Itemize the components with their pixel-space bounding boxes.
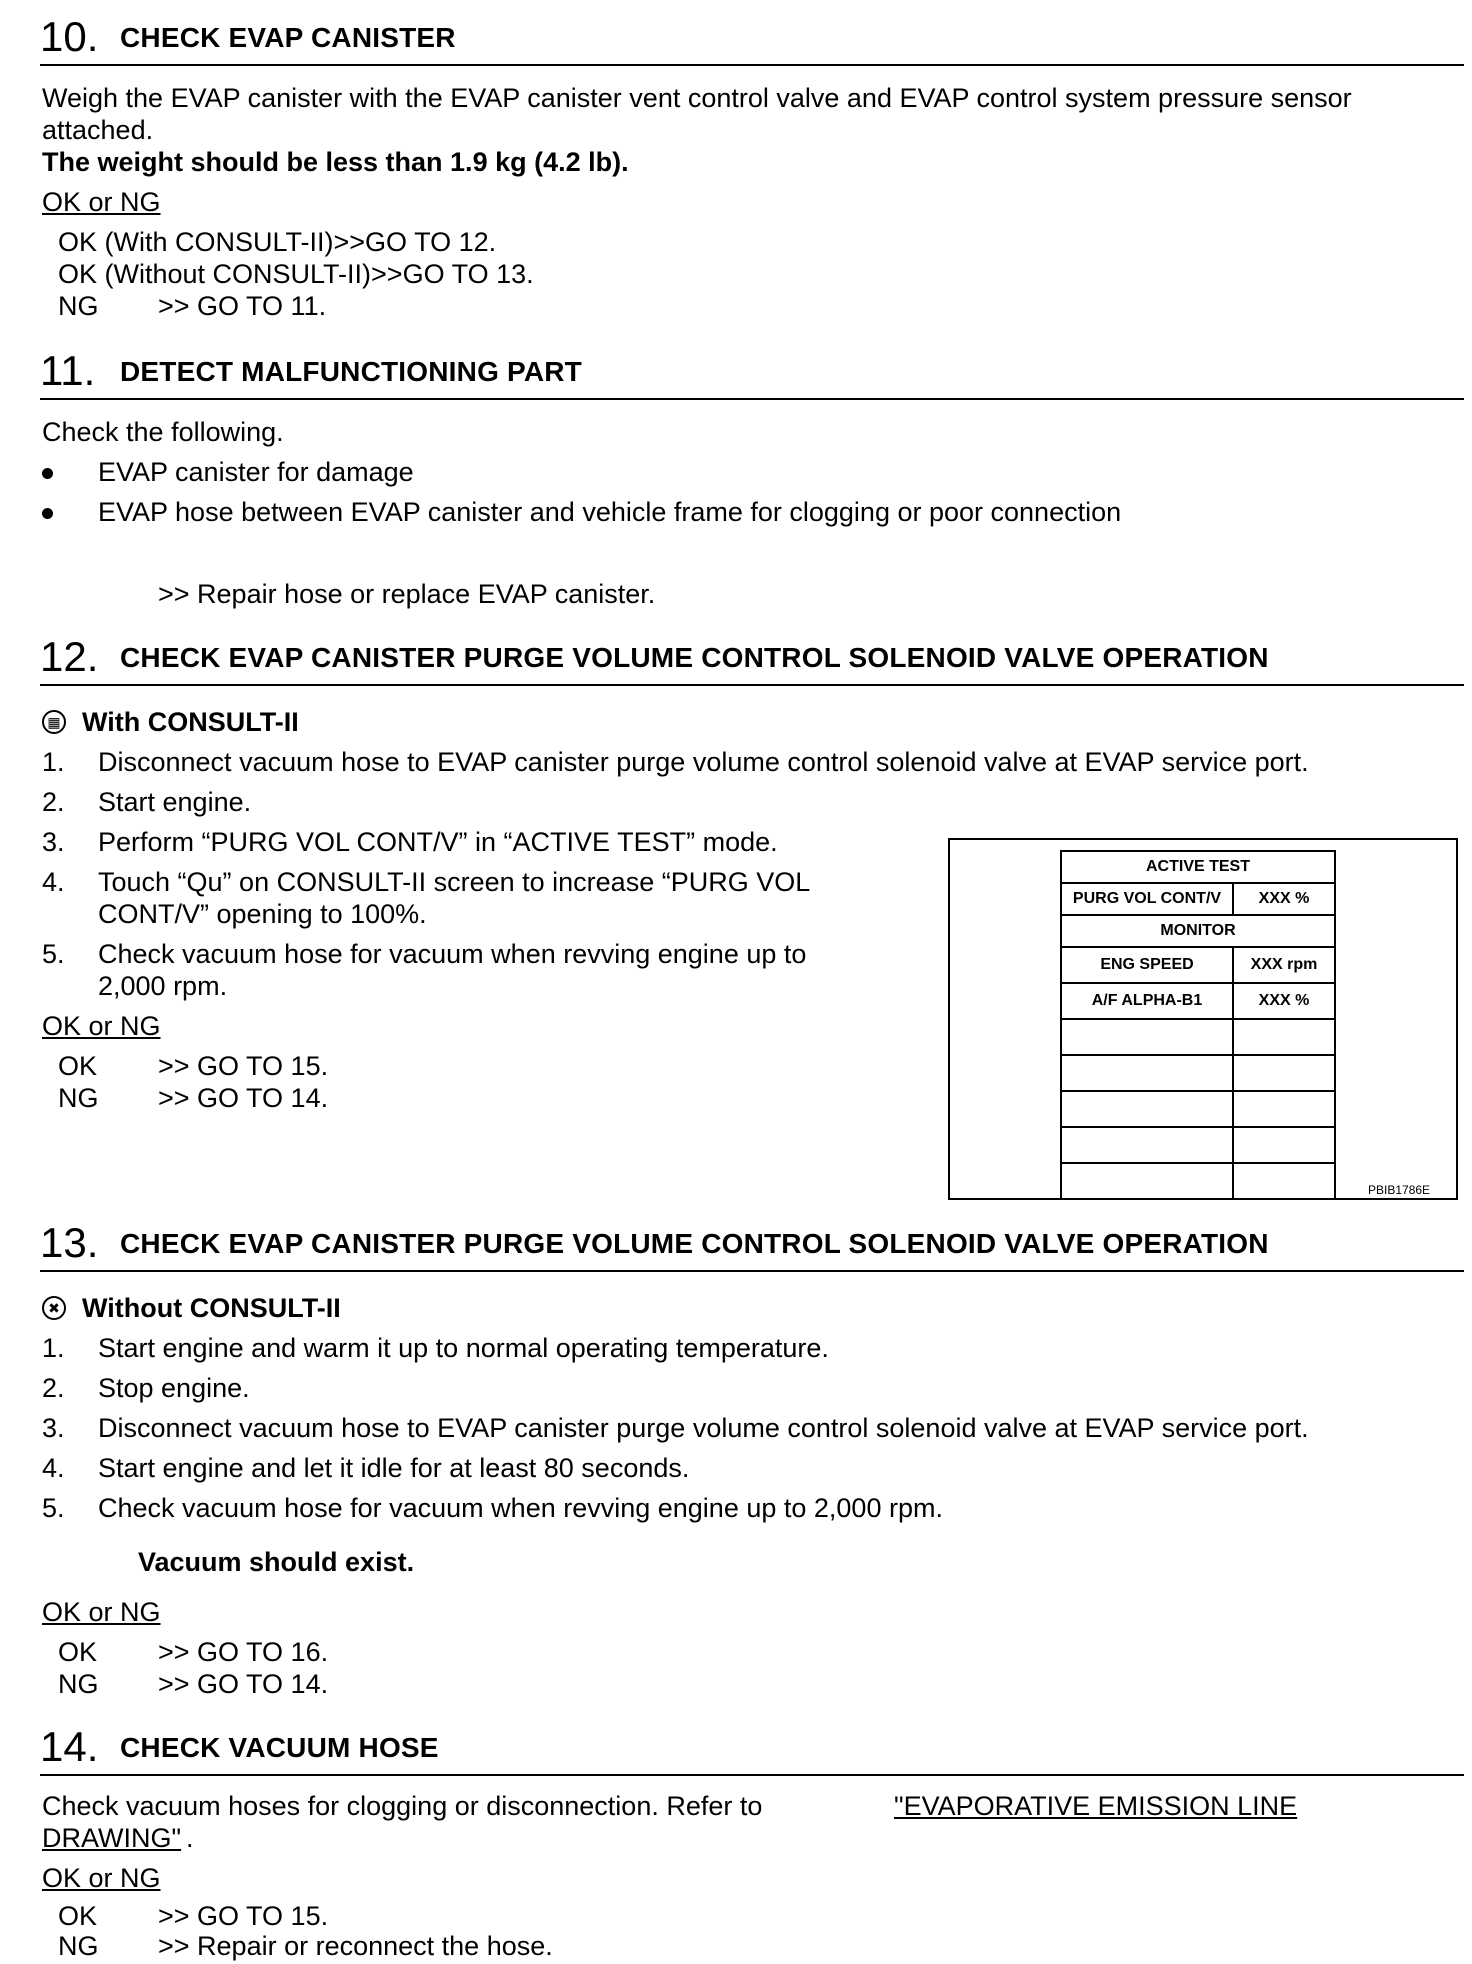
empty-cell bbox=[1061, 1163, 1233, 1199]
evap-line-drawing-link[interactable]: "EVAPORATIVE EMISSION LINE bbox=[894, 1791, 1298, 1821]
step-13-header bbox=[40, 1219, 1464, 1272]
result-ng-label: NG bbox=[58, 1931, 99, 1961]
eng-speed-label-cell: ENG SPEED bbox=[1061, 947, 1233, 983]
step-index: 2. bbox=[42, 1373, 65, 1403]
ok-or-ng-label: OK or NG bbox=[42, 1011, 161, 1041]
body-text: . bbox=[186, 1823, 194, 1853]
result-line: OK (With CONSULT-II)>>GO TO 12. bbox=[58, 227, 497, 257]
mode-label: With CONSULT-II bbox=[82, 707, 299, 737]
step-index: 2. bbox=[42, 787, 65, 817]
step-14-header bbox=[40, 1723, 1464, 1776]
list-item: Perform “PURG VOL CONT/V” in “ACTIVE TEST” mode. bbox=[98, 827, 778, 857]
empty-cell bbox=[1061, 1127, 1233, 1163]
step-index: 1. bbox=[42, 747, 65, 777]
step-11-header bbox=[40, 347, 1464, 400]
step-title: DETECT MALFUNCTIONING PART bbox=[120, 356, 582, 387]
body-text: Check vacuum hoses for clogging or disconnection. Refer to bbox=[42, 1791, 763, 1821]
bullet-icon bbox=[42, 508, 53, 519]
step-index: 4. bbox=[42, 1453, 65, 1483]
step-index: 5. bbox=[42, 1493, 65, 1523]
step-number: 10. bbox=[40, 13, 99, 60]
figure-code: PBIB1786E bbox=[1368, 1183, 1431, 1197]
empty-cell bbox=[1233, 1019, 1335, 1055]
result-ng-action: >> Repair or reconnect the hose. bbox=[158, 1931, 553, 1961]
result-ok-label: OK bbox=[58, 1051, 98, 1081]
step-title: CHECK EVAP CANISTER bbox=[120, 22, 456, 53]
step-12-header bbox=[40, 633, 1464, 686]
result-ng-action: >> GO TO 14. bbox=[158, 1083, 329, 1113]
body-text: attached. bbox=[42, 115, 154, 145]
result-ok-action: >> GO TO 15. bbox=[158, 1051, 329, 1081]
result-ng-label: NG bbox=[58, 1083, 99, 1113]
purg-value-cell: XXX % bbox=[1233, 883, 1335, 915]
evap-line-drawing-link-cont[interactable]: DRAWING" bbox=[42, 1823, 182, 1853]
list-item: Stop engine. bbox=[98, 1373, 250, 1403]
result-ok-label: OK bbox=[58, 1901, 98, 1931]
step-index: 4. bbox=[42, 867, 65, 897]
ok-or-ng-label: OK or NG bbox=[42, 1597, 161, 1627]
result-ng-label: NG bbox=[58, 291, 99, 321]
body-text: Weigh the EVAP canister with the EVAP canister vent control valve and EVAP control system pressure sensor bbox=[42, 83, 1352, 113]
consult-ii-icon: ▦ bbox=[42, 710, 66, 734]
empty-cell bbox=[1233, 1163, 1335, 1199]
step-title: CHECK VACUUM HOSE bbox=[120, 1732, 439, 1763]
list-item: Start engine and warm it up to normal operating temperature. bbox=[98, 1333, 829, 1363]
step-number: 11. bbox=[40, 347, 96, 394]
empty-cell bbox=[1233, 1091, 1335, 1127]
no-consult-icon: ✖ bbox=[42, 1296, 66, 1320]
list-item: Start engine. bbox=[98, 787, 252, 817]
spec-text: Vacuum should exist. bbox=[138, 1547, 415, 1577]
list-item-cont: 2,000 rpm. bbox=[98, 971, 228, 1001]
result-ok-label: OK bbox=[58, 1637, 98, 1667]
active-test-header: ACTIVE TEST bbox=[1061, 851, 1335, 883]
list-item: Check vacuum hose for vacuum when revving engine up to 2,000 rpm. bbox=[98, 1493, 943, 1523]
spec-text: The weight should be less than 1.9 kg (4.2 lb). bbox=[42, 147, 629, 177]
body-text: Check the following. bbox=[42, 417, 284, 447]
step-index: 5. bbox=[42, 939, 65, 969]
bullet-icon bbox=[42, 468, 53, 479]
step-number: 13. bbox=[40, 1219, 99, 1266]
monitor-header: MONITOR bbox=[1061, 915, 1335, 947]
step-index: 3. bbox=[42, 1413, 65, 1443]
ok-or-ng-label: OK or NG bbox=[42, 1863, 161, 1893]
step-index: 3. bbox=[42, 827, 65, 857]
list-item: Disconnect vacuum hose to EVAP canister purge volume control solenoid valve at EVAP service port. bbox=[98, 747, 1309, 777]
active-test-table bbox=[1060, 850, 1336, 1200]
af-alpha-value-cell: XXX % bbox=[1233, 983, 1335, 1019]
step-index: 1. bbox=[42, 1333, 65, 1363]
step-number: 14. bbox=[40, 1723, 99, 1770]
result-line: >> Repair hose or replace EVAP canister. bbox=[158, 579, 656, 609]
step-number: 12. bbox=[40, 633, 99, 680]
list-item-cont: CONT/V” opening to 100%. bbox=[98, 899, 427, 929]
mode-label: Without CONSULT-II bbox=[82, 1293, 341, 1323]
empty-cell bbox=[1233, 1127, 1335, 1163]
list-item: EVAP hose between EVAP canister and vehicle frame for clogging or poor connection bbox=[98, 497, 1122, 527]
empty-cell bbox=[1233, 1055, 1335, 1091]
af-alpha-label-cell: A/F ALPHA-B1 bbox=[1061, 983, 1233, 1019]
result-line: OK (Without CONSULT-II)>>GO TO 13. bbox=[58, 259, 534, 289]
result-ng-action: >> GO TO 11. bbox=[158, 291, 327, 321]
step-title: CHECK EVAP CANISTER PURGE VOLUME CONTROL SOLENOID VALVE OPERATION bbox=[120, 1228, 1269, 1259]
step-title: CHECK EVAP CANISTER PURGE VOLUME CONTROL SOLENOID VALVE OPERATION bbox=[120, 642, 1269, 673]
list-item: Touch “Qu” on CONSULT-II screen to increase “PURG VOL bbox=[98, 867, 811, 897]
empty-cell bbox=[1061, 1055, 1233, 1091]
result-ok-action: >> GO TO 16. bbox=[158, 1637, 329, 1667]
result-ng-action: >> GO TO 14. bbox=[158, 1669, 329, 1699]
purg-label-cell: PURG VOL CONT/V bbox=[1061, 883, 1233, 915]
list-item: Check vacuum hose for vacuum when revving engine up to bbox=[98, 939, 807, 969]
step-10-header bbox=[40, 13, 1464, 66]
list-item: Disconnect vacuum hose to EVAP canister purge volume control solenoid valve at EVAP service port. bbox=[98, 1413, 1309, 1443]
empty-cell bbox=[1061, 1091, 1233, 1127]
result-ok-action: >> GO TO 15. bbox=[158, 1901, 329, 1931]
list-item: Start engine and let it idle for at least 80 seconds. bbox=[98, 1453, 690, 1483]
result-ng-label: NG bbox=[58, 1669, 99, 1699]
eng-speed-value-cell: XXX rpm bbox=[1233, 947, 1335, 983]
ok-or-ng-label: OK or NG bbox=[42, 187, 161, 217]
empty-cell bbox=[1061, 1019, 1233, 1055]
list-item: EVAP canister for damage bbox=[98, 457, 414, 487]
